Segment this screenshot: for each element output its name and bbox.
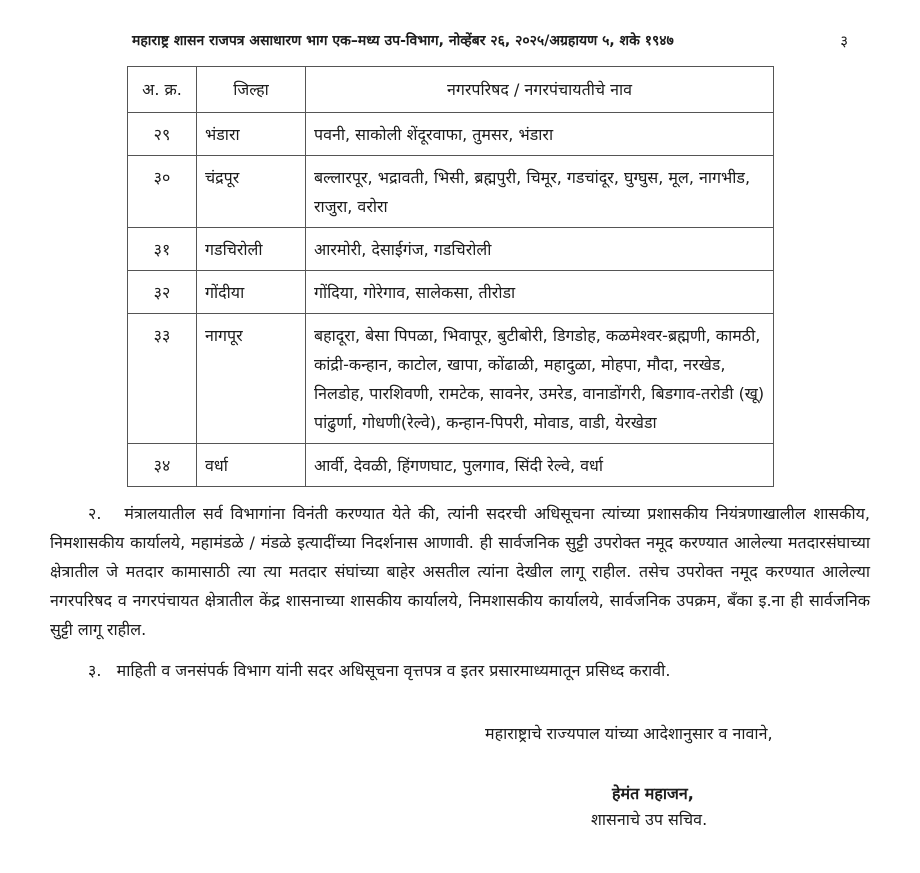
district-cell: गोंदीया bbox=[197, 271, 306, 314]
order-line: महाराष्ट्राचे राज्यपाल यांच्या आदेशानुसार व नावाने, bbox=[485, 724, 773, 743]
paragraph-3 bbox=[50, 656, 870, 685]
signatory-name: हेमंत महाजन, bbox=[612, 784, 694, 803]
names-cell: पवनी, साकोली शेंदूरवाफा, तुमसर, भंडारा bbox=[306, 113, 774, 156]
names-cell: आर्वी, देवळी, हिंगणघाट, पुलगाव, सिंदी रेल्वे, वर्धा bbox=[306, 444, 774, 487]
table-row bbox=[128, 156, 774, 228]
district-cell: भंडारा bbox=[197, 113, 306, 156]
names-cell: आरमोरी, देसाईगंज, गडचिरोली bbox=[306, 228, 774, 271]
paragraph-2 bbox=[50, 499, 870, 644]
table-row bbox=[128, 271, 774, 314]
header-names: नगरपरिषद / नगरपंचायतीचे नाव bbox=[306, 67, 774, 113]
table-row bbox=[128, 314, 774, 444]
header-serial: अ. क्र. bbox=[128, 67, 197, 113]
page-number: ३ bbox=[840, 32, 848, 50]
serial-cell: २९ bbox=[128, 113, 197, 156]
serial-cell: ३४ bbox=[128, 444, 197, 487]
signatory-designation: शासनाचे उप सचिव. bbox=[591, 810, 708, 829]
header-district: जिल्हा bbox=[197, 67, 306, 113]
table-header-row bbox=[128, 67, 774, 113]
signature-block bbox=[50, 721, 870, 833]
gazette-header: महाराष्ट्र शासन राजपत्र असाधारण भाग एक–मध्य उप-विभाग, नोव्हेंबर २६, २०२५/अग्रहायण ५, शके १९४७ bbox=[132, 33, 674, 49]
serial-cell: ३० bbox=[128, 156, 197, 228]
serial-cell: ३१ bbox=[128, 228, 197, 271]
municipal-table bbox=[127, 66, 774, 487]
district-cell: गडचिरोली bbox=[197, 228, 306, 271]
serial-cell: ३३ bbox=[128, 314, 197, 444]
header-bar bbox=[50, 30, 870, 52]
district-cell: चंद्रपूर bbox=[197, 156, 306, 228]
paragraph-number: २. bbox=[88, 504, 102, 523]
district-cell: नागपूर bbox=[197, 314, 306, 444]
names-cell: बल्लारपूर, भद्रावती, भिसी, ब्रह्मपुरी, चिमूर, गडचांदूर, घुग्घुस, मूल, नागभीड, राजुरा, वरोरा bbox=[306, 156, 774, 228]
names-cell: बहादूरा, बेसा पिपळा, भिवापूर, बुटीबोरी, डिगडोह, कळमेश्वर-ब्रह्मणी, कामठी, कांद्री-कन्हान, काटोल, खापा, कोंढाळी, महादुळा, मोहपा, मौदा, नरखेड, निलडोह, पारशिवणी, रामटेक, सावनेर, उमरेड, वानाडोंगरी, बिडगाव-तरोडी (खू) पांढुर्णा, गोधणी(रेल्वे), कन्हान-पिपरी, मोवाड, वाडी, येरखेडा bbox=[306, 314, 774, 444]
table-row bbox=[128, 228, 774, 271]
paragraph-number: ३. bbox=[88, 661, 102, 680]
paragraph-text: मंत्रालयातील सर्व विभागांना विनंती करण्यात येते की, त्यांनी सदरची अधिसूचना त्यांच्या प्रशासकीय नियंत्रणाखालील शासकीय, निमशासकीय कार्यालये, महामंडळे / मंडळे इत्यादींच्या निदर्शनास आणावी. ही सार्वजनिक सुट्टी उपरोक्त नमूद करण्यात आलेल्या मतदारसंघाच्या क्षेत्रातील जे मतदार कामासाठी त्या त्या मतदार संघांच्या बाहेर असतील त्यांना देखील लागू राहील. तसेच उपरोक्त नमूद करण्यात आलेल्या नगरपरिषद व नगरपंचायत क्षेत्रातील केंद्र शासनाच्या शासकीय कार्यालये, निमशासकीय कार्यालये, सार्वजनिक उपक्रम, बँका इ.ना ही सार्वजनिक सुट्टी लागू राहील. bbox=[50, 504, 870, 639]
serial-cell: ३२ bbox=[128, 271, 197, 314]
district-cell: वर्धा bbox=[197, 444, 306, 487]
table-row bbox=[128, 444, 774, 487]
names-cell: गोंदिया, गोरेगाव, सालेकसा, तीरोडा bbox=[306, 271, 774, 314]
table-row bbox=[128, 113, 774, 156]
paragraph-text: माहिती व जनसंपर्क विभाग यांनी सदर अधिसूचना वृत्तपत्र व इतर प्रसारमाध्यमातून प्रसिध्द करावी. bbox=[116, 661, 671, 680]
